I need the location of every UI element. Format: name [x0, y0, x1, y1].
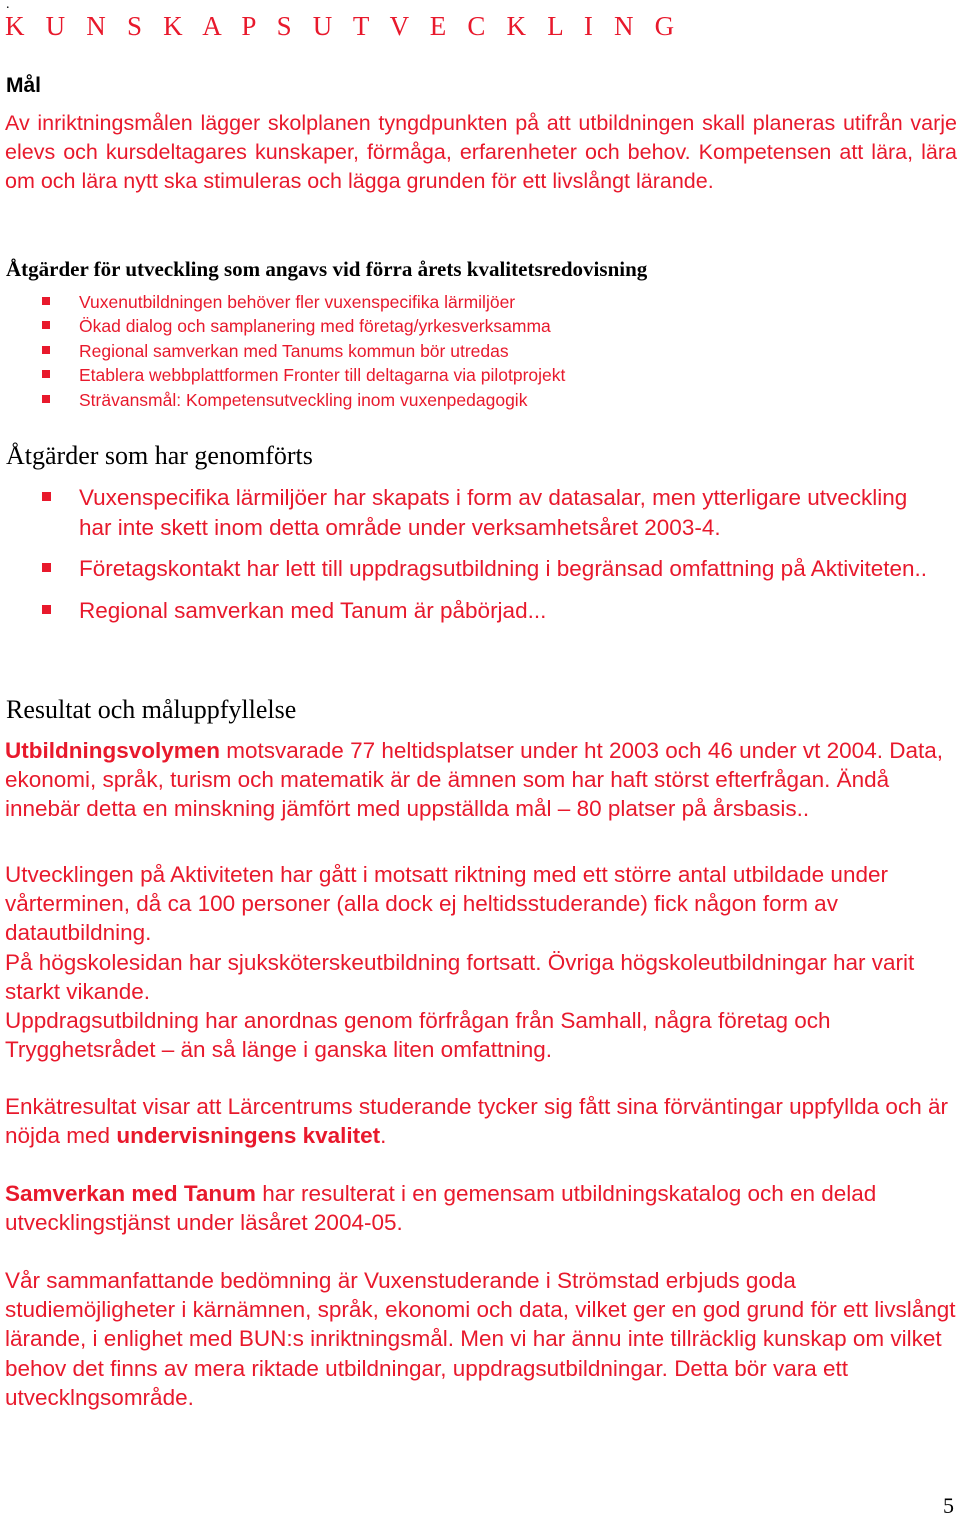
previous-actions-heading: Åtgärder för utveckling som angavs vid förra årets kvalitetsredovisning	[6, 257, 648, 281]
corner-mark: .	[6, 0, 10, 12]
page-number: 5	[943, 1493, 954, 1518]
results-heading: Resultat och måluppfyllelse	[6, 695, 297, 724]
square-bullet-icon	[42, 346, 50, 354]
square-bullet-icon	[42, 605, 51, 614]
list-item: Vuxenspecifika lärmiljöer har skapats i form av datasalar, men ytterligare utveckling har inte skett inom detta område under verksamhetsåret 2003-4.	[40, 483, 940, 542]
square-bullet-icon	[42, 395, 50, 403]
completed-actions-heading: Åtgärder som har genomförts	[6, 441, 313, 470]
cooperation-paragraph: Samverkan med Tanum har resulterat i en gemensam utbildningskatalog och en delad utvecklingstjänst under läsåret 2004-05.	[5, 1181, 877, 1236]
square-bullet-icon	[42, 297, 50, 305]
square-bullet-icon	[42, 370, 50, 378]
volume-label: Utbildningsvolymen	[5, 738, 221, 763]
volume-paragraph: Utbildningsvolymen motsvarade 77 heltidsplatser under ht 2003 och 46 under vt 2004. Data, ekonomi, språk, turism och matematik är de ämnen som har haft störst efterfrågan. Ändå innebär detta en minskning jämfört med uppställda mål – 80 platser på årsbasis..	[5, 738, 943, 822]
list-item: Företagskontakt har lett till uppdragsutbildning i begränsad omfattning på Aktiviteten..	[40, 554, 940, 584]
completed-actions-list	[40, 483, 940, 637]
summary-paragraph: Vår sammanfattande bedömning är Vuxenstuderande i Strömstad erbjuds goda studiemöjligheter i kärnämnen, språk, ekonomi och data, vilket ger en god grund för ett livslångt lärande, i enlighet med BUN:s inriktningsmål. Men vi har ännu inte tillräcklig kunskap om vilket behov det finns av mera riktade utbildningar, uppdragsutbildningar. Detta bör vara ett utvecklngsområde.	[5, 1268, 956, 1410]
survey-paragraph: Enkätresultat visar att Lärcentrums studerande tycker sig fått sina förväntingar uppfyllda och är nöjda med undervisningens kvalitet.	[5, 1094, 948, 1149]
teaching-quality-label: undervisningens kvalitet	[116, 1123, 381, 1149]
square-bullet-icon	[42, 321, 50, 329]
list-item: Regional samverkan med Tanums kommun bör utredas	[40, 339, 565, 363]
list-item: Vuxenutbildningen behöver fler vuxenspecifika lärmiljöer	[40, 290, 565, 314]
goal-heading: Mål	[6, 74, 42, 97]
list-item: Regional samverkan med Tanum är påbörjad...	[40, 596, 940, 626]
previous-actions-list	[40, 290, 565, 412]
page-title: K U N S K A P S U T V E C K L I N G	[5, 11, 682, 41]
list-item: Strävansmål: Kompetensutveckling inom vuxenpedagogik	[40, 388, 565, 412]
list-item: Etablera webbplattformen Fronter till deltagarna via pilotprojekt	[40, 363, 565, 387]
list-item: Ökad dialog och samplanering med företag/yrkesverksamma	[40, 314, 565, 338]
square-bullet-icon	[42, 492, 51, 501]
goal-paragraph: Av inriktningsmålen lägger skolplanen tyngdpunkten på att utbildningen skall planeras utifrån varje elevs och kursdeltagares kunskaper, förmåga, erfarenheter och behov. Kompetensen att lära, lära om och lära nytt ska stimuleras och lägga grunden för ett livslångt lärande.	[5, 111, 957, 193]
square-bullet-icon	[42, 563, 51, 572]
cooperation-label: Samverkan med Tanum	[5, 1181, 256, 1206]
development-paragraph: Utvecklingen på Aktiviteten har gått i motsatt riktning med ett större antal utbildade under vårterminen, då ca 100 personer (alla dock ej heltidsstuderande) fick någon form av datautbildning. På högskolesidan har sjuksköterskeutbildning fortsatt. Övriga högskoleutbildningar har varit starkt vikande. Uppdragsutbildning har anordnas genom förfrågan från Samhall, några företag och Trygghetsrådet – än så länge i ganska liten omfattning.	[5, 862, 915, 1063]
